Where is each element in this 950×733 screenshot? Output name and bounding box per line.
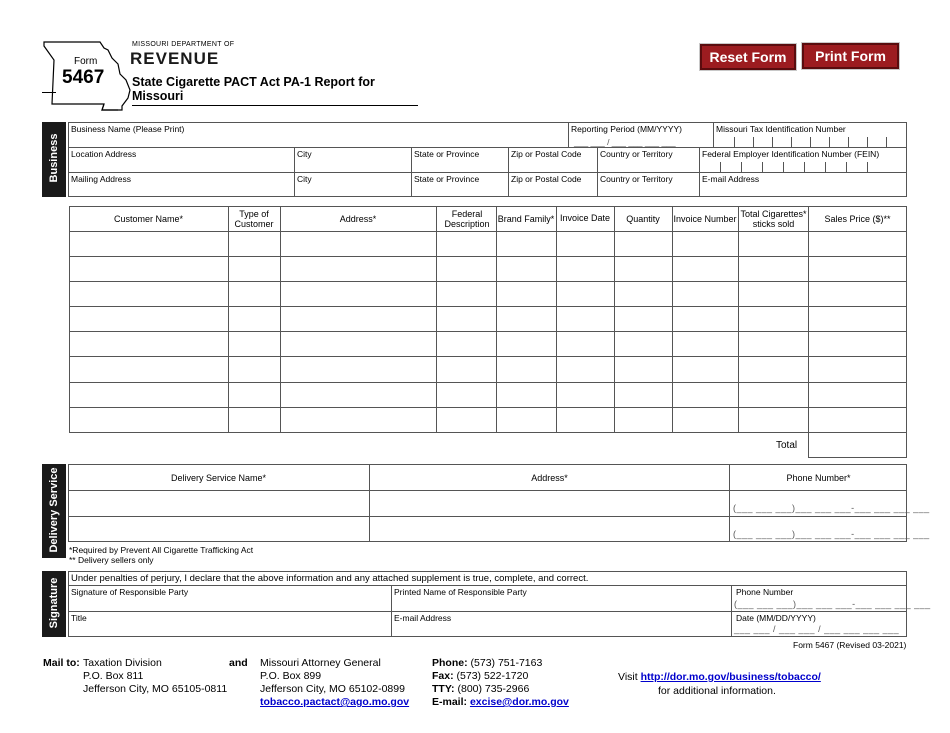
mo-tax-id-field[interactable]: Missouri Tax Identification Number (716, 124, 846, 134)
location-address-field[interactable]: Location Address (71, 149, 137, 159)
location-zip-field[interactable]: Zip or Postal Code (511, 149, 582, 159)
perjury-declaration: Under penalties of perjury, I declare that the above information and any attached supplement is true, complete, and correct. (71, 573, 589, 584)
delivery-phone-1[interactable]: (___ ___ ___)___ ___ ___-___ ___ ___ ___ (733, 503, 930, 513)
delivery-service-tab: Delivery Service (42, 464, 66, 558)
col-delivery-address: Address* (531, 472, 568, 483)
col-federal-description: Federal Description (444, 209, 490, 229)
location-country-field[interactable]: Country or Territory (600, 149, 673, 159)
email-field[interactable]: E-mail Address (702, 174, 760, 184)
delivery-sellers-note: ** Delivery sellers only (69, 555, 154, 565)
business-name-field[interactable]: Business Name (Please Print) (71, 124, 185, 134)
mailing-address-field[interactable]: Mailing Address (71, 174, 132, 184)
col-brand-family: Brand Family* (497, 214, 555, 224)
col-total-cigarettes: Total Cigarettes* sticks sold (740, 209, 807, 229)
sales-table (69, 206, 907, 433)
printed-name-field[interactable]: Printed Name of Responsible Party (394, 587, 527, 597)
mailing-city-field[interactable]: City (297, 174, 312, 184)
ag-email-link[interactable]: tobacco.pactact@ago.mo.gov (260, 696, 410, 708)
col-type-of-customer: Type of Customer (234, 209, 274, 229)
required-note: *Required by Prevent All Cigarette Trafficking Act (69, 545, 254, 555)
col-delivery-phone: Phone Number* (786, 472, 851, 483)
col-invoice-date: Invoice Date (559, 213, 611, 223)
signature-tab: Signature (42, 571, 66, 637)
reporting-period-mask: ___ ___ / ___ ___ ___ ___ (574, 137, 676, 147)
contact-info: Phone: (573) 751-7163 Fax: (573) 522-1720 TTY: (800) 735-2966 E-mail: excise@dor.mo.gov (432, 657, 569, 708)
fein-field[interactable]: Federal Employer Identification Number (FEIN) (702, 149, 880, 159)
form-title: State Cigarette PACT Act PA-1 Report for Missouri (132, 75, 418, 106)
col-address: Address* (339, 214, 377, 224)
print-form-button[interactable]: Print Form (802, 43, 899, 69)
taxation-division-address: Taxation Division P.O. Box 811 Jefferson City, MO 65105-0811 (83, 657, 228, 695)
form-label: Form (74, 56, 98, 67)
location-state-field[interactable]: State or Province (414, 149, 480, 159)
total-field[interactable] (809, 434, 905, 456)
date-field[interactable]: Date (MM/DD/YYYY) (736, 613, 816, 623)
sig-email-field[interactable]: E-mail Address (394, 613, 452, 623)
reporting-period-field[interactable]: Reporting Period (MM/YYYY) (571, 124, 683, 134)
attorney-general-address: Missouri Attorney General P.O. Box 899 Jefferson City, MO 65102-0899 tobacco.pactact@ago.mo.gov (260, 657, 410, 708)
department-line: MISSOURI DEPARTMENT OF (132, 41, 235, 48)
signature-field[interactable]: Signature of Responsible Party (71, 587, 189, 597)
business-tab: Business (42, 122, 66, 197)
col-quantity: Quantity (626, 214, 660, 224)
revision-label: Form 5467 (Revised 03-2021) (793, 640, 907, 650)
total-label: Total (776, 440, 798, 451)
col-invoice-number: Invoice Number (673, 214, 737, 224)
visit-info: Visit http://dor.mo.gov/business/tobacco/ (618, 671, 821, 683)
delivery-phone-2[interactable]: (___ ___ ___)___ ___ ___-___ ___ ___ ___ (733, 529, 930, 539)
form-number: 5467 (62, 67, 105, 88)
col-sales-price: Sales Price ($)** (824, 214, 891, 224)
location-city-field[interactable]: City (297, 149, 312, 159)
dor-tobacco-link[interactable]: http://dor.mo.gov/business/tobacco/ (640, 671, 821, 683)
mailing-zip-field[interactable]: Zip or Postal Code (511, 174, 582, 184)
mail-to-label: Mail to: (43, 657, 80, 669)
date-mask: ___ ___ / ___ ___ / ___ ___ ___ ___ (734, 624, 900, 634)
svg-text:REVENUE: REVENUE (130, 49, 220, 67)
col-customer-name: Customer Name* (113, 214, 184, 224)
visit-suffix: for additional information. (658, 685, 776, 697)
mailing-state-field[interactable]: State or Province (414, 174, 480, 184)
sig-phone-field[interactable]: Phone Number (736, 587, 794, 597)
title-field[interactable]: Title (71, 613, 87, 623)
excise-email-link[interactable]: excise@dor.mo.gov (469, 696, 569, 708)
revenue-wordmark-icon (130, 49, 230, 67)
mailing-country-field[interactable]: Country or Territory (600, 174, 673, 184)
sig-phone-mask: (___ ___ ___)___ ___ ___-___ ___ ___ ___ (734, 599, 931, 609)
reset-form-button[interactable]: Reset Form (700, 44, 796, 70)
col-delivery-service-name: Delivery Service Name* (170, 472, 267, 483)
revenue-logo (130, 49, 230, 72)
title-rule (42, 92, 56, 93)
and-label: and (229, 657, 248, 669)
